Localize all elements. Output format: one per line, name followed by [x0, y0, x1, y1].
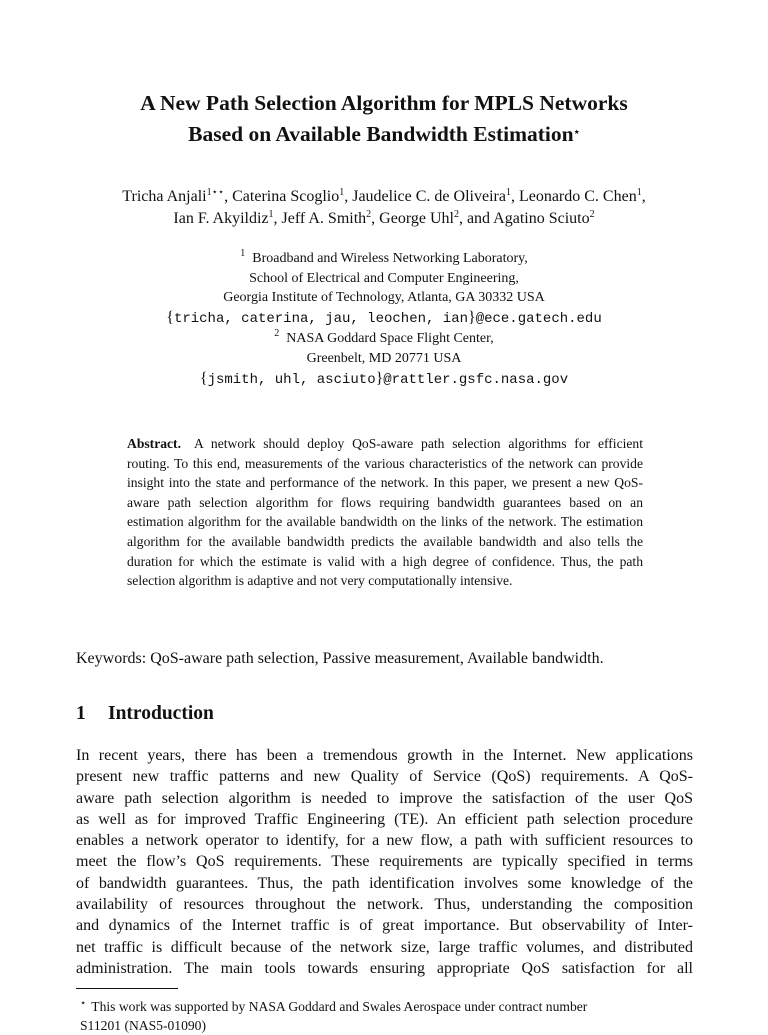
- email-domain: @ece.gatech.edu: [475, 310, 602, 327]
- affiliation-text: NASA Goddard Space Flight Center,: [286, 331, 494, 347]
- paragraph-line: and dynamics of the Internet traffic is of great importance. But observability of Inter-: [76, 917, 693, 935]
- brace-open: {: [199, 369, 208, 387]
- paragraph-line: of bandwidth guarantees. Thus, the path identification involves some knowledge of the: [76, 874, 693, 892]
- author-name: , Caterina Scoglio: [224, 188, 340, 205]
- affiliation-1-email: [0, 308, 768, 330]
- title-footnote-mark: ⋆: [573, 127, 580, 138]
- title-line-1: A New Path Selection Algorithm for MPLS Networks: [140, 91, 628, 115]
- paragraph-line: enables a network operator to identify, for a new flow, a path with sufficient resources to: [76, 832, 693, 850]
- author-affiliation-mark: 1: [636, 187, 642, 198]
- affiliation-1-line-3: Georgia Institute of Technology, Atlanta, GA 30332 USA: [223, 290, 545, 306]
- email-names: jsmith, uhl, asciuto: [207, 371, 376, 388]
- paragraph-line: net traffic is difficult because of the network size, large traffic volumes, and distributed: [76, 938, 693, 956]
- section-number: 1: [76, 703, 86, 724]
- author-name: , Jeff A. Smith: [273, 210, 367, 227]
- author-name: , and Agatino Sciuto: [458, 210, 590, 227]
- section-heading: [76, 701, 214, 727]
- author-affiliation-mark: 2: [453, 209, 459, 220]
- brace-close: }: [375, 369, 384, 387]
- author-affiliation-mark: 1: [268, 209, 274, 220]
- keywords: Keywords: QoS-aware path selection, Passive measurement, Available bandwidth.: [76, 650, 604, 667]
- author-name: , George Uhl: [371, 210, 454, 227]
- paragraph-line: as well as for improved Traffic Engineering (TE). An efficient path selection procedure: [76, 810, 693, 828]
- section-title: Introduction: [108, 703, 214, 724]
- author-name: , Leonardo C. Chen: [510, 188, 637, 205]
- footnote-rule: [76, 988, 178, 989]
- author-name: , Jaudelice C. de Oliveira: [344, 188, 506, 205]
- email-domain: @rattler.gsfc.nasa.gov: [383, 371, 569, 388]
- title-line-2-text: Based on Available Bandwidth Estimation: [188, 122, 574, 146]
- affiliation-text: Broadband and Wireless Networking Laboratory,: [252, 251, 528, 266]
- paragraph-line: aware path selection algorithm is needed to improve the satisfaction of the user QoS: [76, 789, 693, 807]
- abstract-label: Abstract.: [127, 436, 181, 451]
- paragraph-line: availability of resources throughout the network. Thus, understanding the composition: [76, 896, 693, 914]
- footnote-text: This work was supported by NASA Goddard and Swales Aerospace under contract number: [91, 999, 588, 1014]
- affiliation-mark: 2: [274, 328, 280, 340]
- footnote-text-cont: S11201 (NAS5-01090): [80, 1018, 206, 1033]
- affiliations: [0, 249, 768, 390]
- author-separator: ,: [641, 188, 646, 205]
- author-affiliation-mark: 1: [339, 187, 345, 198]
- author-affiliation-mark: 2: [589, 209, 595, 220]
- paragraph-line: meet the flow’s QoS requirements. These requirements are typically specified in terms: [76, 853, 693, 871]
- abstract-text: A network should deploy QoS-aware path selection algorithms for efficient routing. To this end, measurements of the various characteristics of the network can provide insight into the state and performance of the network. In this paper, we present a new QoS-aware path selection algorithm for flows requiring bandwidth guarantees based on an estimation algorithm for the available bandwidth on the links of the network. The estimation algorithm for the available bandwidth predicts the available bandwidth and also tells the duration for which the estimate is valid with a high degree of confidence. Thus, the path selection algorithm is adaptive and not very computationally intensive.: [127, 436, 643, 589]
- paragraph-line: administration. The main tools towards ensuring appropriate QoS satisfaction for all: [76, 959, 693, 977]
- title-line-2: [0, 119, 768, 150]
- paragraph-line: In recent years, there has been a tremendous growth in the Internet. New applications: [76, 747, 693, 764]
- author-affiliation-mark: 1⋆⋆: [206, 187, 225, 198]
- footnote: [80, 994, 693, 1035]
- author-affiliation-mark: 1: [505, 187, 511, 198]
- brace-close: }: [468, 308, 476, 326]
- author-line-2: [0, 208, 768, 230]
- author-line-1: [0, 186, 768, 208]
- introduction-paragraph: [76, 745, 693, 979]
- affiliation-2-line-2: Greenbelt, MD 20771 USA: [306, 350, 462, 366]
- affiliation-2-email: [0, 369, 768, 391]
- brace-open: {: [166, 308, 174, 326]
- paragraph-line: present new traffic patterns and new Quality of Service (QoS) requirements. A QoS-: [76, 768, 693, 786]
- email-names: tricha, caterina, jau, leochen, ian: [173, 310, 469, 327]
- author-name: Tricha Anjali: [122, 188, 207, 205]
- author-list: [0, 186, 768, 230]
- author-affiliation-mark: 2: [366, 209, 372, 220]
- author-name: Ian F. Akyildiz: [173, 210, 269, 227]
- paper-title: [0, 88, 768, 150]
- footnote-mark: ⋆: [80, 998, 87, 1009]
- abstract: [127, 434, 643, 591]
- affiliation-1-line-1: [0, 249, 768, 269]
- affiliation-2-line-1: [0, 329, 768, 349]
- affiliation-mark: 1: [240, 248, 246, 259]
- affiliation-1-line-2: School of Electrical and Computer Engineering,: [249, 270, 519, 286]
